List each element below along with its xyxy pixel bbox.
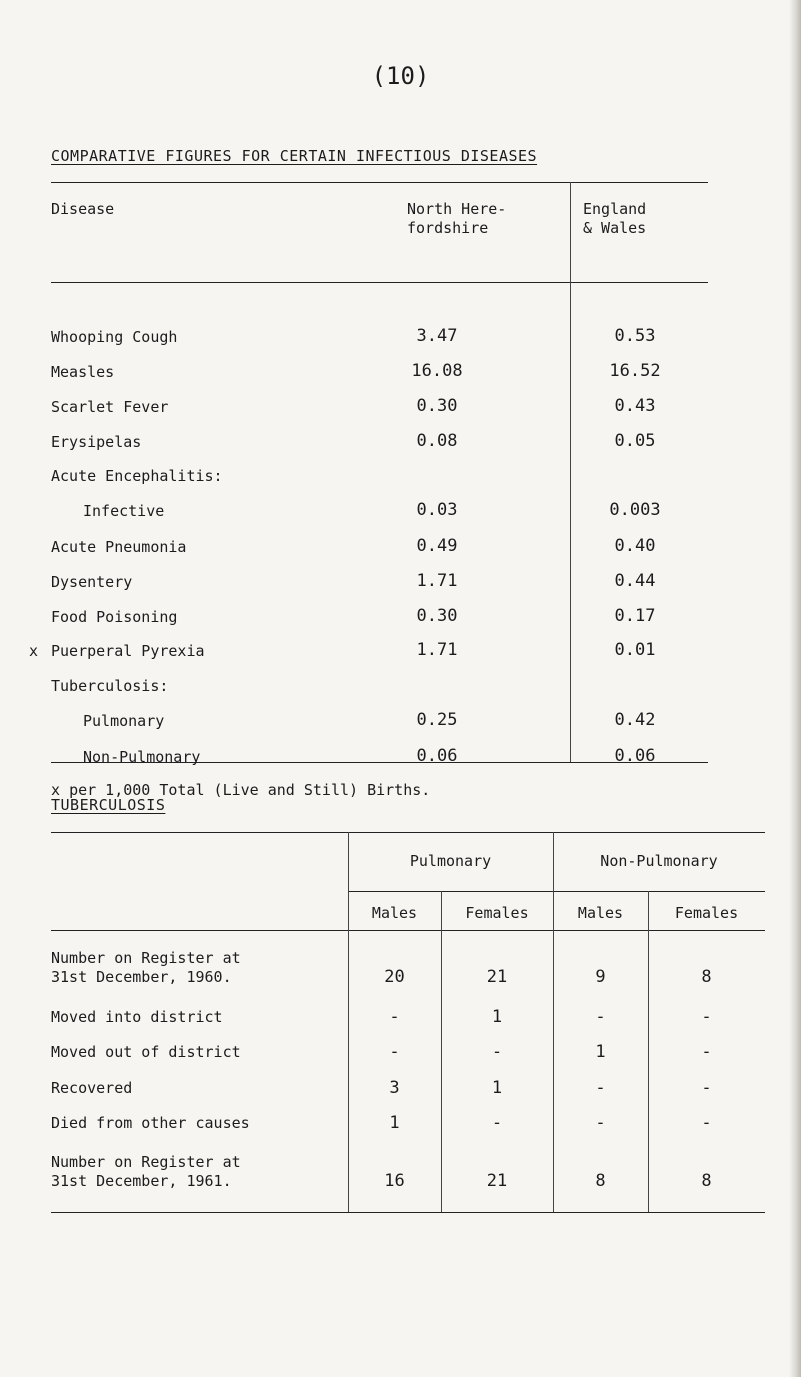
value-pm: 16: [384, 1171, 405, 1191]
disease-label: Dysentery: [51, 573, 133, 591]
north-herefordshire-value: 3.47: [416, 326, 458, 346]
disease-label: Acute Pneumonia: [51, 538, 187, 556]
disease-label: Puerperal Pyrexia: [51, 642, 205, 660]
group-non-pulmonary: Non-Pulmonary: [600, 852, 718, 870]
disease-label: Infective: [83, 502, 165, 520]
disease-label: Measles: [51, 363, 115, 381]
value-pf: -: [491, 1113, 503, 1133]
page-edge-shadow: [789, 0, 801, 1377]
north-herefordshire-value: 0.06: [416, 746, 458, 766]
value-pf: -: [491, 1042, 503, 1062]
disease-label: Scarlet Fever: [51, 398, 169, 416]
row-label: Moved into district: [51, 1008, 223, 1026]
north-herefordshire-value: 0.30: [416, 396, 458, 416]
subheader-pulmonary-females: Females: [465, 904, 529, 922]
group-pulmonary: Pulmonary: [409, 852, 492, 870]
value-pf: 21: [486, 967, 508, 987]
value-nm: -: [595, 1078, 606, 1098]
disease-label: Whooping Cough: [51, 328, 178, 346]
comparative-figures-table: [29, 182, 708, 865]
england-wales-value: 0.05: [614, 431, 656, 451]
north-herefordshire-value: 16.08: [411, 361, 463, 381]
table-rule-top: [51, 182, 708, 183]
england-wales-value: 0.44: [614, 571, 656, 591]
table-rule-header: [51, 930, 765, 931]
north-herefordshire-value: 0.49: [416, 536, 458, 556]
value-pm: -: [389, 1007, 400, 1027]
footnote-text: per 1,000 Total (Live and Still) Births.: [69, 781, 431, 799]
table-column-divider: [570, 182, 571, 762]
disease-label: Erysipelas: [51, 433, 142, 451]
value-pm: 1: [389, 1113, 400, 1133]
row-label: Number on Register at 31st December, 1961.: [51, 1153, 241, 1190]
england-wales-value: 0.17: [614, 606, 656, 626]
north-herefordshire-value: 1.71: [416, 640, 458, 660]
north-herefordshire-value: 0.25: [416, 710, 458, 730]
header-england-wales: England & Wales: [583, 200, 647, 237]
value-nf: -: [701, 1078, 712, 1098]
row-label: Number on Register at 31st December, 1960.: [51, 949, 241, 986]
north-herefordshire-value: 0.08: [416, 431, 458, 451]
england-wales-value: 0.43: [614, 396, 656, 416]
disease-label: Non-Pulmonary: [83, 748, 201, 766]
table-rule-header: [51, 282, 708, 283]
value-pf: 1: [491, 1007, 503, 1027]
england-wales-value: 0.003: [609, 500, 661, 520]
header-north-herefordshire: North Here- fordshire: [407, 200, 507, 237]
subheader-pulmonary-males: Males: [371, 904, 418, 922]
north-herefordshire-value: 1.71: [416, 571, 458, 591]
row-label: Recovered: [51, 1079, 133, 1097]
england-wales-value: 0.53: [614, 326, 656, 346]
north-herefordshire-value: 0.03: [416, 500, 458, 520]
england-wales-value: 0.01: [614, 640, 656, 660]
disease-label: Pulmonary: [83, 712, 165, 730]
north-herefordshire-value: 0.30: [416, 606, 458, 626]
england-wales-value: 0.06: [614, 746, 656, 766]
subheader-non-pulmonary-males: Males: [577, 904, 624, 922]
footnote-marker: x: [51, 781, 61, 799]
disease-label: Tuberculosis:: [51, 677, 169, 695]
value-nf: -: [701, 1042, 712, 1062]
value-nm: -: [595, 1113, 606, 1133]
header-disease: Disease: [51, 200, 115, 218]
disease-label: Food Poisoning: [51, 608, 178, 626]
table-rule-group: [348, 891, 765, 892]
row-label: Moved out of district: [51, 1043, 241, 1061]
tuberculosis-table: [51, 832, 765, 1212]
value-nm: 1: [595, 1042, 606, 1062]
tuberculosis-title: TUBERCULOSIS: [51, 796, 166, 814]
table-rule-bottom: [51, 1212, 765, 1213]
value-nf: 8: [701, 967, 712, 987]
value-nm: 8: [595, 1171, 606, 1191]
value-pf: 1: [491, 1078, 503, 1098]
value-pm: -: [389, 1042, 400, 1062]
value-nf: 8: [701, 1171, 712, 1191]
england-wales-value: 0.42: [614, 710, 656, 730]
page-number: (10): [371, 62, 430, 90]
comparative-figures-title: COMPARATIVE FIGURES FOR CERTAIN INFECTIOUS DISEASES: [51, 147, 538, 165]
row-label: Died from other causes: [51, 1114, 250, 1132]
england-wales-value: 0.40: [614, 536, 656, 556]
value-pm: 20: [384, 967, 405, 987]
table-rule-top: [51, 832, 765, 833]
value-nf: -: [701, 1113, 712, 1133]
value-pf: 21: [486, 1171, 508, 1191]
england-wales-value: 16.52: [609, 361, 661, 381]
subheader-non-pulmonary-females: Females: [674, 904, 739, 922]
value-nm: -: [595, 1007, 606, 1027]
disease-label: Acute Encephalitis:: [51, 467, 223, 485]
value-pm: 3: [389, 1078, 400, 1098]
value-nm: 9: [595, 967, 606, 987]
value-nf: -: [701, 1007, 712, 1027]
footnote-marker: x: [29, 642, 39, 660]
